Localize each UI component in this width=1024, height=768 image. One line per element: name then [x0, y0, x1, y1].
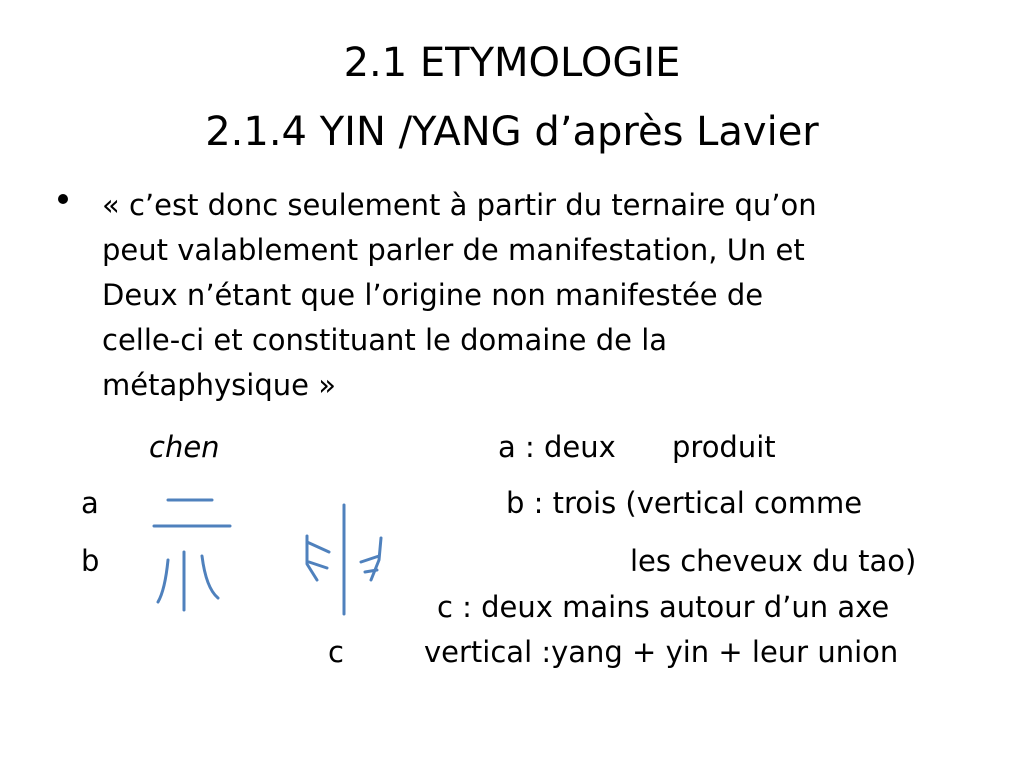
definition-c-line1: c : deux mains autour d’un axe — [437, 590, 890, 624]
definition-b-line2: les cheveux du tao) — [630, 544, 917, 578]
character-shi-icon — [148, 490, 240, 615]
label-b: b — [81, 544, 100, 578]
quote-line: métaphysique » — [102, 368, 336, 402]
definition-b-line1: b : trois (vertical comme — [506, 486, 863, 520]
definition-c-line2: vertical :yang + yin + leur union — [424, 635, 899, 669]
quote-line: peut valablement parler de manifestation, Un et — [102, 233, 805, 267]
hands-around-axis-icon — [295, 500, 395, 620]
definition-a-part1: a : deux — [498, 430, 616, 464]
label-c: c — [328, 635, 344, 669]
slide-title: 2.1 ETYMOLOGIE — [343, 40, 681, 86]
quote-paragraph — [102, 183, 982, 408]
quote-line: celle-ci et constituant le domaine de la — [102, 323, 668, 357]
bullet-icon — [58, 194, 68, 204]
label-a: a — [81, 486, 99, 520]
definition-a-part2: produit — [672, 430, 776, 464]
chen-label: chen — [149, 430, 220, 464]
quote-line: « c’est donc seulement à partir du ternaire qu’on — [102, 188, 817, 222]
slide-subtitle: 2.1.4 YIN /YANG d’après Lavier — [205, 109, 819, 155]
quote-line: Deux n’étant que l’origine non manifestée de — [102, 278, 764, 312]
